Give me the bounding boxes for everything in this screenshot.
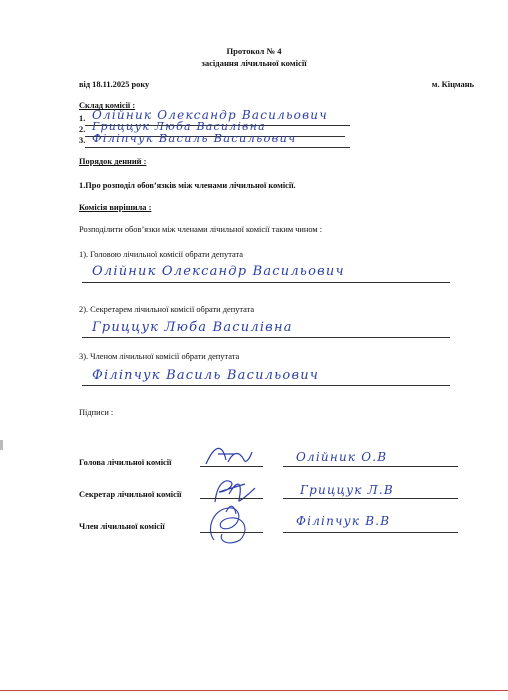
sign-row-1-role: Голова лічильної комісії <box>79 458 172 467</box>
member-3-name: Філіпчук Василь Васильович <box>92 131 297 145</box>
role-3-name: Філіпчук Василь Васильович <box>92 368 320 383</box>
member-2-number: 2. <box>79 125 86 134</box>
sign-row-3-signature-line <box>200 532 263 533</box>
member-1-number: 1. <box>79 114 86 123</box>
sign-row-3-role: Член лічильної комісії <box>79 522 165 531</box>
scan-bottom-edge <box>0 690 508 691</box>
signatures-heading: Підписи : <box>79 408 114 417</box>
protocol-date: від 18.11.2025 року <box>79 80 150 89</box>
sign-row-1-name: Олійник О.В <box>296 450 388 464</box>
role-3-label: 3). Членом лічильної комісії обрати депутата <box>79 352 240 361</box>
role-1-line <box>82 282 450 283</box>
committee-heading: Склад комісії : <box>79 101 136 110</box>
member-1-name: Олійник Олександр Васильович <box>92 108 328 122</box>
decision-intro: Розподілити обов’язки між членами лічильної комісії таким чином : <box>79 225 323 234</box>
sign-row-2-name: Гриццук Л.В <box>300 483 394 497</box>
protocol-place: м. Кіцмань <box>431 80 474 89</box>
role-2-name: Гриццук Люба Василівна <box>92 320 293 335</box>
member-signature-mark <box>200 500 270 548</box>
role-3-line <box>82 385 450 386</box>
sign-row-1-name-line <box>283 466 458 467</box>
member-3-line <box>85 147 350 148</box>
decision-heading: Комісія вирішила : <box>79 203 152 212</box>
scan-margin-mark <box>0 440 3 450</box>
member-3-number: 3. <box>79 136 86 145</box>
sign-row-3-name: Філіпчук В.В <box>296 514 391 528</box>
protocol-subtitle: засідання лічильної комісії <box>201 58 307 68</box>
role-1-label: 1). Головою лічильної комісії обрати депутата <box>79 250 243 259</box>
role-2-line <box>82 337 450 338</box>
sign-row-1-signature-line <box>200 466 263 467</box>
sign-row-3-name-line <box>283 532 458 533</box>
role-1-name: Олійник Олександр Васильович <box>92 264 345 279</box>
sign-row-2-role: Секретар лічильної комісії <box>79 490 182 499</box>
role-2-label: 2). Секретарем лічильної комісії обрати депутата <box>79 305 255 314</box>
member-2-name: Гриццук Люба Василівна <box>92 120 266 133</box>
sign-row-2-name-line <box>283 498 458 499</box>
sign-row-2-signature-line <box>200 498 263 499</box>
agenda-heading: Порядок денний : <box>79 157 147 166</box>
protocol-title: Протокол № 4 <box>226 46 282 56</box>
agenda-item: 1.Про розподіл обов’язків між членами лічильної комісії. <box>79 181 296 190</box>
